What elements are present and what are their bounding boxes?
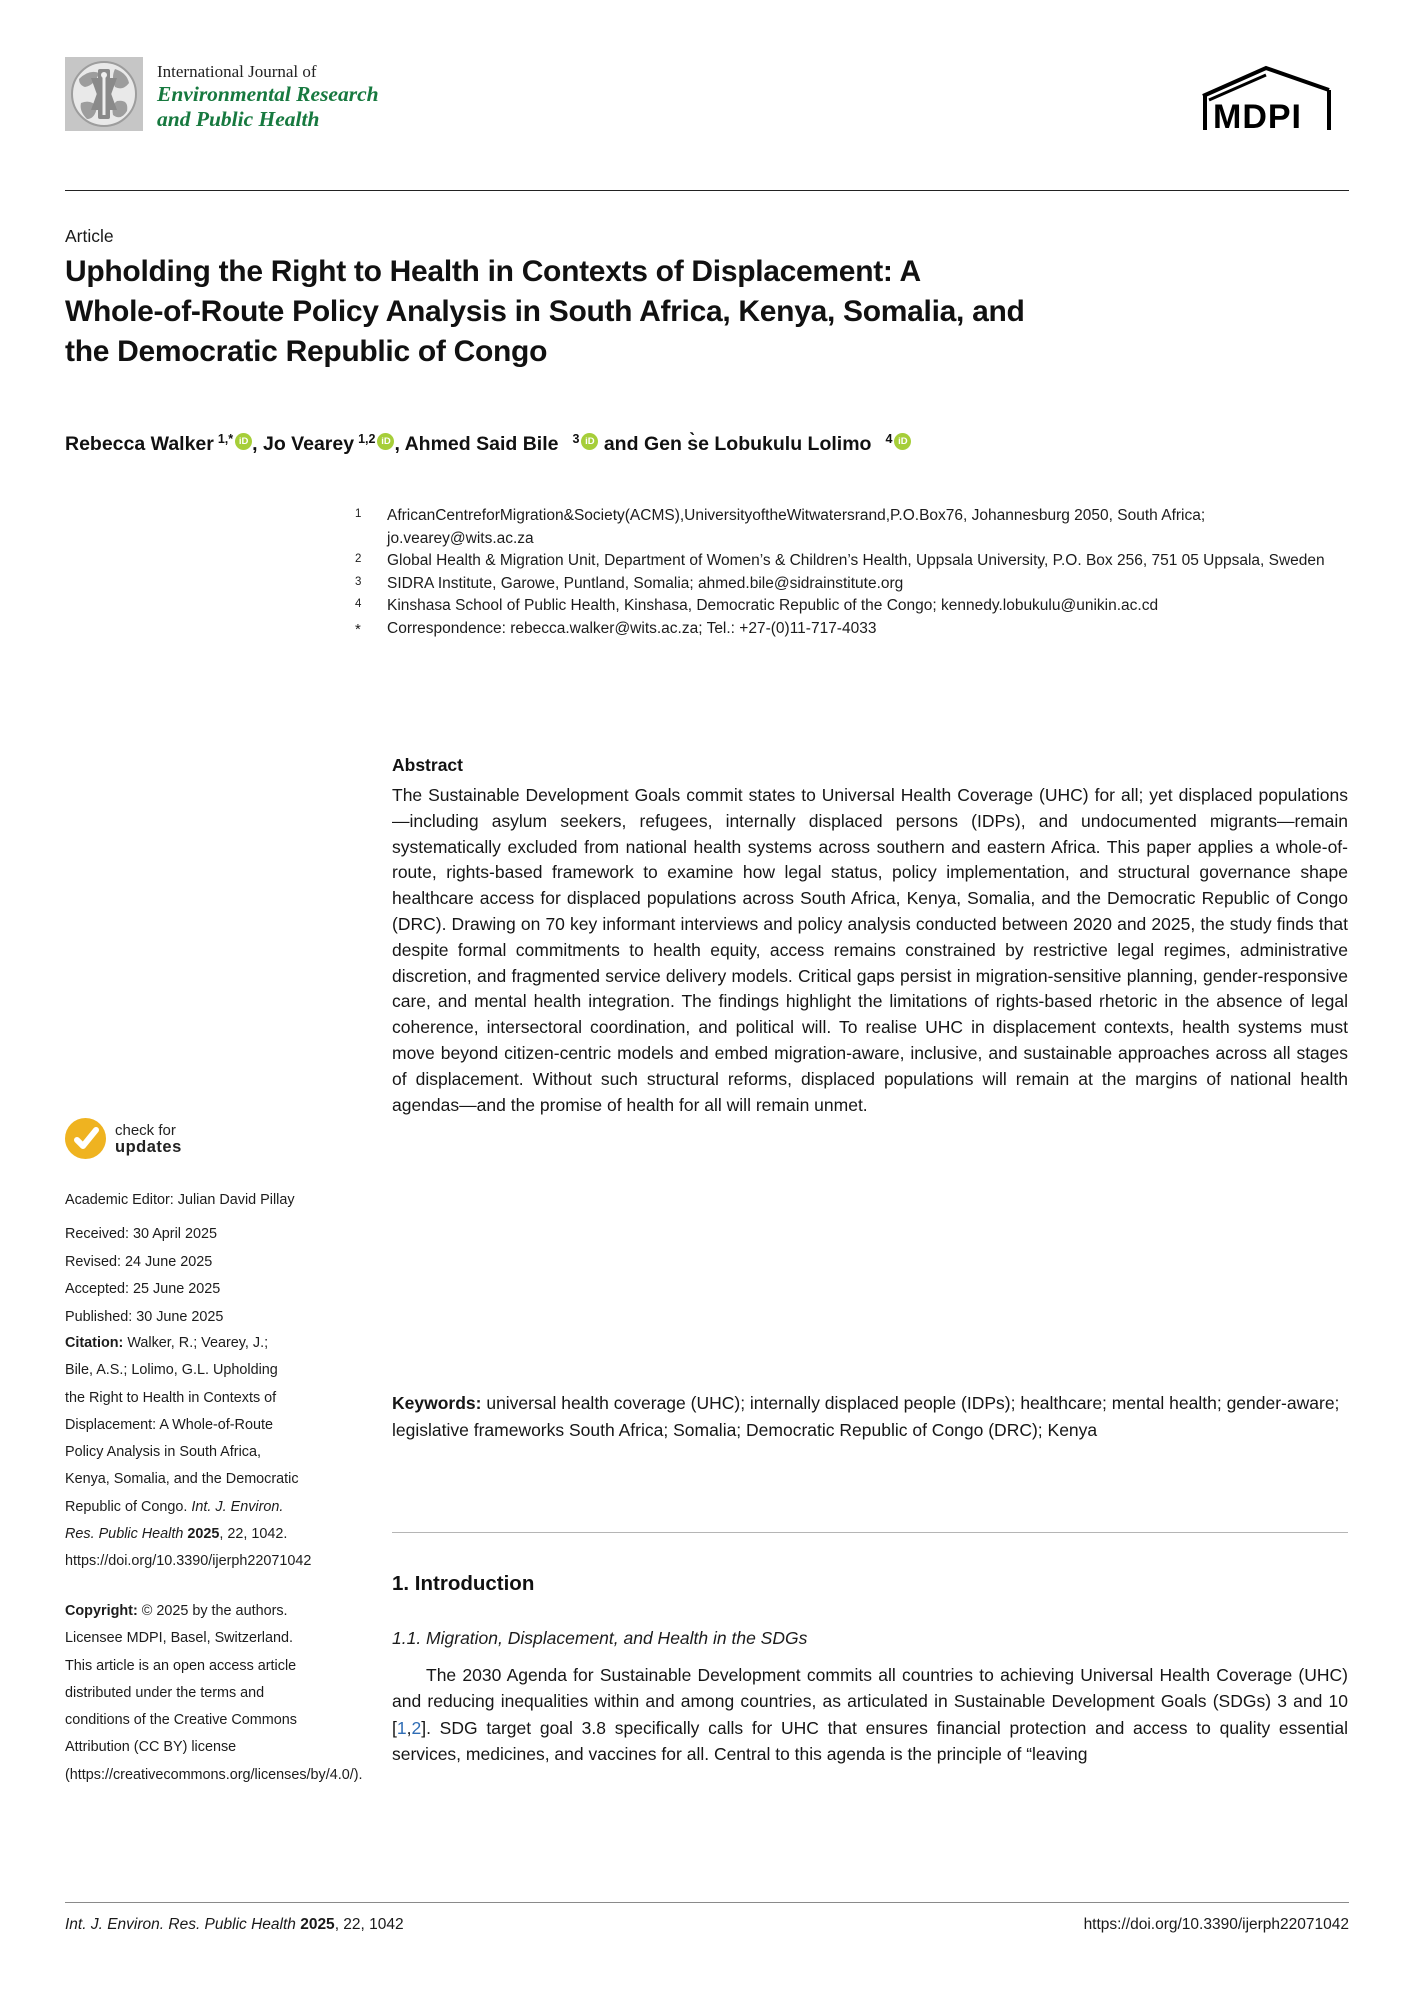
orcid-icon[interactable]: iD — [581, 433, 598, 450]
article-dates-block — [65, 1221, 299, 1331]
keywords-label: Keywords: — [392, 1393, 482, 1413]
author-name: Ahmed Said Bile — [404, 433, 559, 455]
citation-block — [65, 1330, 312, 1576]
author-affil-sup: 1,2 — [358, 432, 376, 446]
updates-label: updates — [115, 1137, 182, 1156]
citation-text: , 22, 1042. https://doi.org/10.3390/ijerph22071042 — [65, 1526, 312, 1570]
globe-medical-icon — [65, 57, 143, 136]
check-for-label: check for — [115, 1121, 176, 1139]
copyright-block — [65, 1598, 363, 1789]
affiliation-marker: 3 — [355, 575, 362, 588]
author-separator: , — [252, 433, 263, 455]
article-type-label: Article — [65, 226, 114, 246]
affiliation-text: Global Health & Migration Unit, Department of Women’s & Children’s Health, Uppsala University, P.O. Box 256, 751 05 Uppsala, Sweden — [387, 552, 1325, 569]
affiliation-row — [355, 595, 1355, 618]
citation-text: Walker, R.; Vearey, J.; Bile, A.S.; Lolimo, G.L. Upholding the Right to Health in Contexts of Displacement: A Whole-of-Route Policy Analysis in South Africa, Kenya, Somalia, and the Democratic Republic of Congo. — [65, 1335, 299, 1515]
paragraph-text: ]. SDG target goal 3.8 specifically calls for UHC that ensures financial protection and access to quality essential services, medicines, and vaccines for all. Central to this agenda is the principle of “leaving — [392, 1717, 1348, 1764]
introduction-paragraph — [392, 1662, 1348, 1767]
reference-link-1[interactable]: 1 — [396, 1717, 407, 1738]
footer-issue: , 22, 1042 — [334, 1916, 404, 1933]
citation-label: Citation: — [65, 1335, 124, 1351]
affiliation-text: AfricanCentreforMigration&Society(ACMS),UniversityoftheWitwatersrand,P.O.Box76, Johannesburg 2050, South Africa; jo.vearey@wits.ac.za — [387, 507, 1206, 547]
correspondence-text: Correspondence: rebecca.walker@wits.ac.za; Tel.: +27-(0)11-717-4033 — [387, 619, 877, 637]
footer-year: 2025 — [295, 1916, 335, 1933]
correspondence-marker: * — [355, 620, 361, 638]
abstract-heading: Abstract — [392, 755, 463, 775]
mdpi-logo — [1183, 60, 1349, 138]
footer-doi-link[interactable]: https://doi.org/10.3390/ijerph22071042 — [1083, 1916, 1349, 1933]
received-date: Received: 30 April 2025 — [65, 1226, 218, 1242]
orcid-icon[interactable]: iD — [235, 433, 252, 450]
affiliation-marker: 4 — [355, 598, 362, 610]
affiliation-row — [355, 550, 1355, 573]
affiliation-text: Kinshasa School of Public Health, Kinshasa, Democratic Republic of the Congo; kennedy.lobukulu@unikin.ac.cd — [387, 597, 1159, 614]
author-name: Gen s̀e Lobukulu Lolimo — [643, 433, 872, 455]
journal-name-line3: and Public Health — [157, 106, 320, 131]
accepted-date: Accepted: 25 June 2025 — [65, 1281, 221, 1298]
keywords-text: universal health coverage (UHC); internally displaced people (IDPs); healthcare; mental health; gender-aware; legislative frameworks South Africa; Somalia; Democratic Republic of Congo (DRC); Kenya — [392, 1393, 1340, 1440]
affiliation-marker: 1 — [355, 508, 362, 520]
check-for-updates-badge[interactable] — [65, 1118, 182, 1159]
author-separator: , — [394, 433, 405, 455]
abstract-text: The Sustainable Development Goals commit states to Universal Health Coverage (UHC) for all; yet displaced populations—including asylum seekers, refugees, internally displaced persons (IDPs), and undocumented migrants—remain systematically excluded from national health systems across southern and eastern Africa. This paper applies a whole-of-route, rights-based framework to examine how legal status, policy implementation, and structural governance shape healthcare access for displaced populations across South Africa, Kenya, Somalia, and the Democratic Republic of Congo (DRC). Drawing on 70 key informant interviews and policy analysis conducted between 2020 and 2025, the study finds that despite formal commitments to health equity, access remains constrained by restrictive legal regimes, administrative discretion, and fragmented service delivery models. Critical gaps persist in migration-sensitive planning, gender-responsive care, and mental health integration. The findings highlight the limitations of rights-based rhetoric in the absence of legal coherence, intersectoral coordination, and political will. To realise UHC in displacement contexts, health systems must move beyond citizen-centric models and embed migration-aware, inclusive, and sustainable approaches across all stages of displacement. Without such structural reforms, displaced populations will remain at the margins of national health agendas—and the promise of health for all will remain unmet. — [392, 785, 1348, 1115]
footer-journal-abbrev: Int. J. Environ. Res. Public Health — [65, 1916, 296, 1933]
affiliations-block — [355, 505, 1355, 640]
author-name: Jo Vearey — [263, 433, 355, 455]
copyright-label: Copyright: — [65, 1603, 138, 1619]
authors-line — [65, 433, 1295, 456]
section-heading-introduction: 1. Introduction — [392, 1572, 535, 1595]
correspondence-row — [355, 618, 1355, 641]
paper-title: Upholding the Right to Health in Contexts of Displacement: A Whole-of-Route Policy Analysis in South Africa, Kenya, Somalia, and the Democratic Republic of Congo — [65, 255, 1025, 368]
orcid-icon[interactable]: iD — [377, 433, 394, 450]
affiliation-row — [355, 505, 1355, 550]
checkmark-icon — [65, 1118, 106, 1159]
affiliation-row — [355, 573, 1355, 596]
author-separator: and — [598, 433, 644, 455]
author-affil-sup: 1,* — [217, 432, 234, 446]
journal-name-line2: Environmental Research — [157, 81, 379, 106]
academic-editor-line: Academic Editor: Julian David Pillay — [65, 1192, 295, 1208]
header-divider — [65, 190, 1349, 191]
page-footer — [65, 1916, 1349, 1934]
copyright-text: © 2025 by the authors. Licensee MDPI, Basel, Switzerland. This article is an open access article distributed under the terms and conditions of the Creative Commons Attribution (CC BY) license (https://creativecommons.org/licenses/by/4.0/). — [65, 1603, 363, 1783]
check-for-updates-label — [115, 1122, 182, 1156]
author-affil-sup: 3 — [572, 432, 580, 446]
published-date: Published: 30 June 2025 — [65, 1308, 224, 1325]
journal-name-line1: International Journal of — [157, 61, 317, 81]
revised-date: Revised: 24 June 2025 — [65, 1253, 213, 1270]
author-affil-sup: 4 — [885, 432, 893, 446]
footer-divider — [65, 1902, 1349, 1903]
affiliation-marker: 2 — [355, 553, 362, 565]
journal-logo — [65, 57, 379, 136]
keywords-block — [392, 1390, 1348, 1443]
keywords-divider — [392, 1532, 1348, 1533]
affiliation-text: SIDRA Institute, Garowe, Puntland, Somalia; ahmed.bile@sidrainstitute.org — [387, 574, 904, 592]
orcid-icon[interactable]: iD — [894, 433, 911, 450]
reference-separator: , — [406, 1717, 412, 1738]
subsection-heading: 1.1. Migration, Displacement, and Health in the SDGs — [392, 1628, 808, 1648]
author-name: Rebecca Walker — [65, 433, 214, 455]
mdpi-logo-text: MDPI — [1213, 98, 1302, 136]
citation-journal-abbrev: Int. J. Environ. Res. Public Health — [65, 1498, 284, 1543]
citation-year: 2025 — [183, 1526, 220, 1543]
paragraph-text: The 2030 Agenda for Sustainable Development commits all countries to achieving Universal Health Coverage (UHC) and reducing inequalities within and among countries, as articulated in Sustainable Development Goals (SDGs) 3 and 10 [ — [392, 1665, 1348, 1738]
reference-link-2[interactable]: 2 — [411, 1717, 422, 1738]
footer-citation — [65, 1916, 404, 1934]
journal-name — [157, 62, 379, 132]
